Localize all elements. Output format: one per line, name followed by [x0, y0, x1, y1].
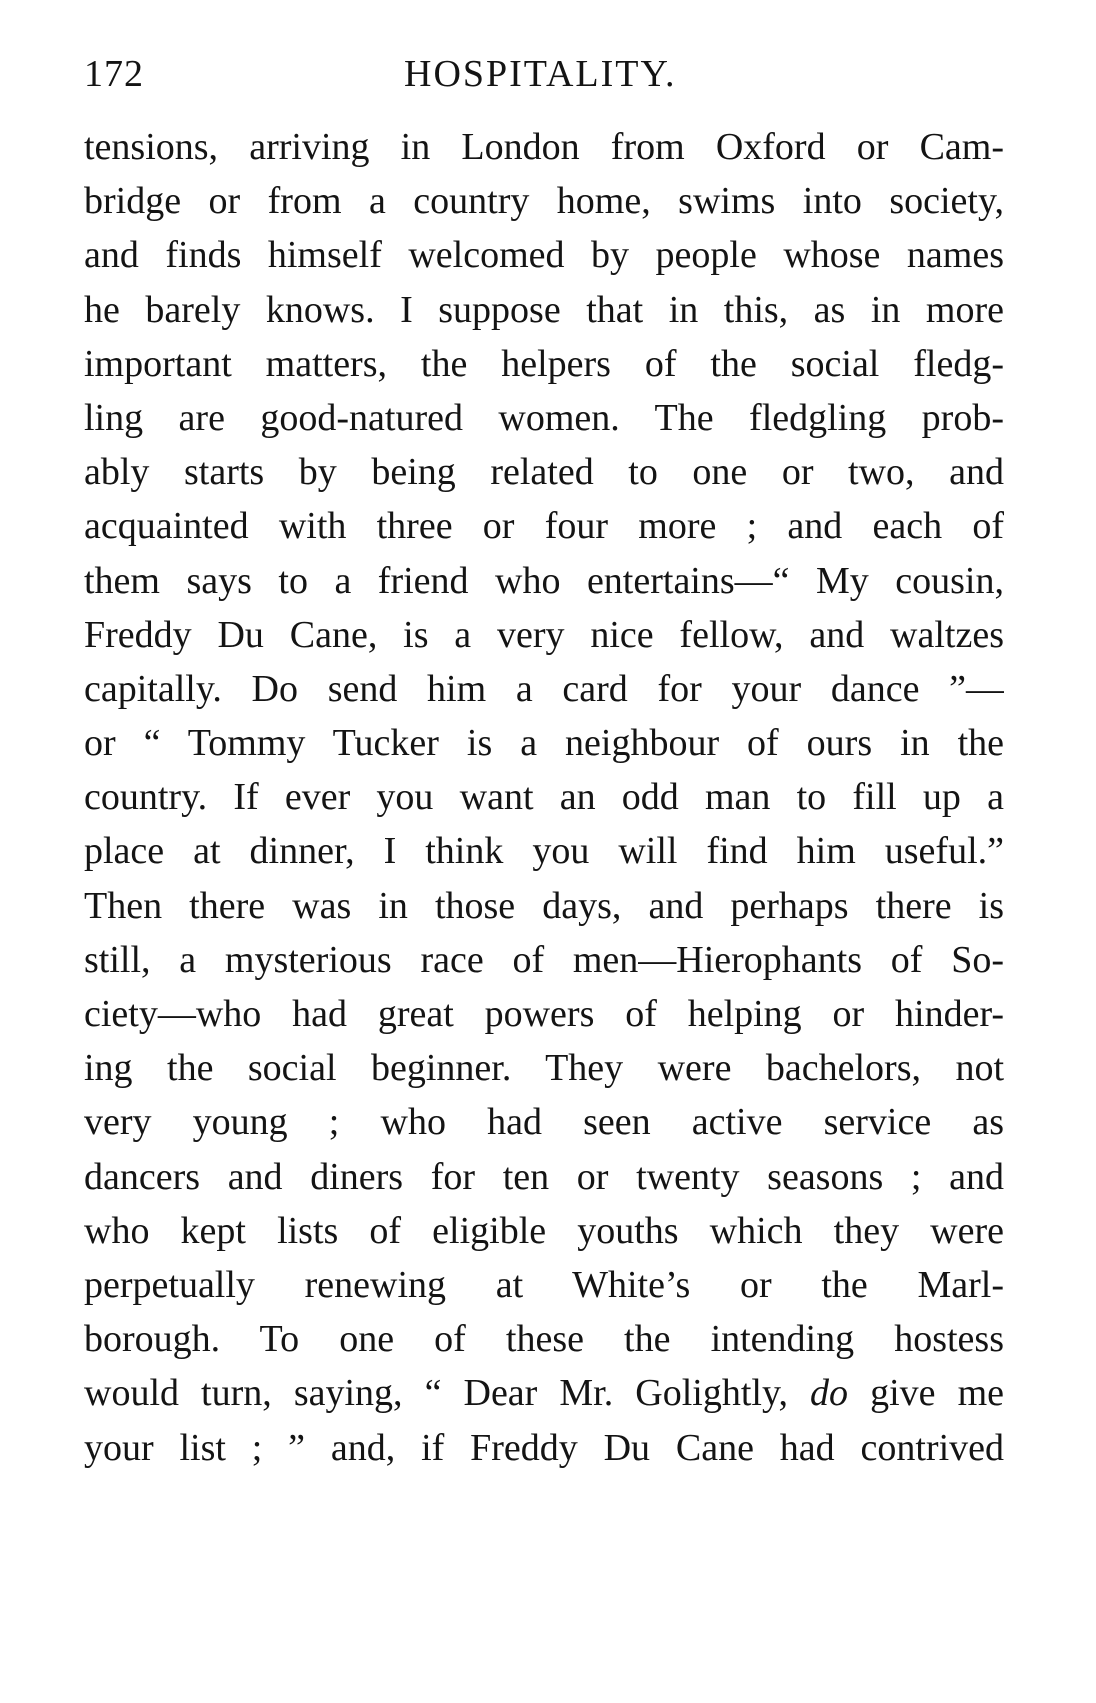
text-line: place at dinner, I think you will find him useful.”	[84, 830, 1004, 873]
text-line: very young ; who had seen active service as	[84, 1101, 1004, 1144]
text-line: still, a mysterious race of men—Hierophants of So-	[84, 938, 1004, 981]
text-segment: would turn, saying, “ Dear Mr. Golightly,	[84, 1372, 811, 1415]
text-line: ling are good-natured women. The fledgling prob-	[84, 396, 1004, 439]
text-line: your list ; ” and, if Freddy Du Cane had contrived	[84, 1426, 1004, 1469]
text-line: who kept lists of eligible youths which they were	[84, 1209, 1004, 1252]
page-header	[84, 52, 1014, 102]
text-line: capitally. Do send him a card for your dance ”—	[84, 667, 1004, 710]
text-line: Freddy Du Cane, is a very nice fellow, and waltzes	[84, 613, 1004, 656]
italic-word: do	[810, 1372, 849, 1415]
text-line: ably starts by being related to one or two, and	[84, 451, 1004, 494]
page-number: 172	[84, 53, 144, 95]
text-line: bridge or from a country home, swims into society,	[84, 180, 1004, 223]
text-line: ing the social beginner. They were bachelors, not	[84, 1047, 1004, 1090]
text-line: and finds himself welcomed by people whose names	[84, 234, 1004, 277]
text-line: or “ Tommy Tucker is a neighbour of ours in the	[84, 722, 1004, 765]
text-line-with-italic	[84, 1366, 1004, 1420]
text-line: them says to a friend who entertains—“ My cousin,	[84, 559, 1004, 602]
text-line: borough. To one of these the intending hostess	[84, 1318, 1004, 1361]
text-line: country. If ever you want an odd man to fill up a	[84, 776, 1004, 819]
text-line: ciety—who had great powers of helping or hinder-	[84, 993, 1004, 1035]
text-line: important matters, the helpers of the social fledg-	[84, 342, 1004, 385]
text-line: tensions, arriving in London from Oxford or Cam-	[84, 126, 1004, 168]
text-line: perpetually renewing at White’s or the Marl-	[84, 1263, 1004, 1306]
running-title: HOSPITALITY.	[404, 53, 677, 95]
text-line: Then there was in those days, and perhaps there is	[84, 884, 1004, 927]
text-line: he barely knows. I suppose that in this, as in more	[84, 288, 1004, 331]
text-segment: give me	[848, 1372, 1004, 1415]
text-line: dancers and diners for ten or twenty seasons ; and	[84, 1155, 1004, 1198]
text-line: acquainted with three or four more ; and each of	[84, 505, 1004, 548]
body-text	[84, 120, 1004, 1475]
